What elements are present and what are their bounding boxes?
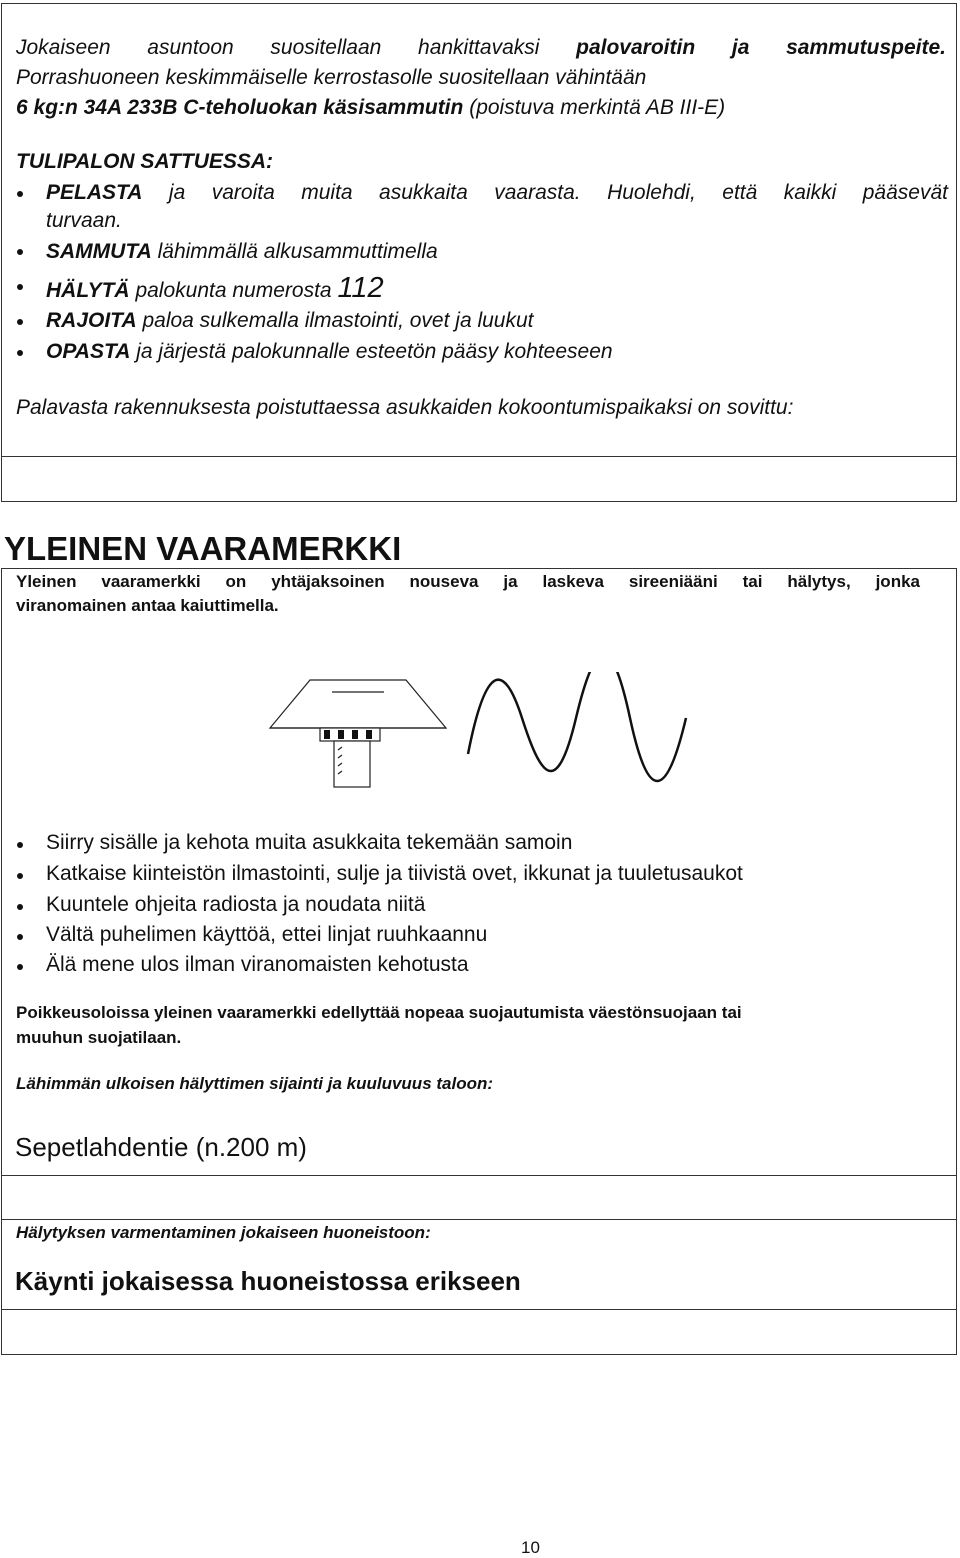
fire-step-guide: OPASTA ja järjestä palokunnalle esteetön pääsy kohteeseen: [46, 340, 613, 363]
assembly-text: Palavasta rakennuksesta poistuttaessa asukkaiden kokoontumispaikaksi on sovittu:: [16, 396, 794, 419]
instruction-item: Siirry sisälle ja kehota muita asukkaita tekemään samoin: [46, 831, 573, 854]
bullet-icon: [17, 934, 23, 940]
fire-step-extinguish: SAMMUTA lähimmällä alkusammuttimella: [46, 240, 438, 263]
bullet-icon: [17, 249, 23, 255]
bullet-icon: [17, 904, 23, 910]
siren-illustration: [262, 672, 702, 792]
page-number: 10: [521, 1538, 540, 1557]
fire-step-alarm: HÄLYTÄ palokunta numerosta 112: [46, 272, 384, 304]
wave-icon: [468, 672, 686, 781]
bullet-icon: [17, 319, 23, 325]
intro-line-1: Jokaiseen asuntoon suositellaan hankittavaksi palovaroitin ja sammutuspeite.: [16, 36, 946, 59]
exception-line-1: Poikkeusoloissa yleinen vaaramerkki edellyttää nopeaa suojautumista väestönsuojaan tai: [16, 1003, 742, 1022]
alarm-desc-line-2: viranomainen antaa kaiuttimella.: [16, 596, 279, 615]
bullet-icon: [17, 873, 23, 879]
verify-value: Käynti jokaisessa huoneistossa erikseen: [15, 1266, 521, 1296]
alarm-heading: YLEINEN VAARAMERKKI: [4, 530, 402, 567]
siren-location-value: Sepetlahdentie (n.200 m): [15, 1132, 307, 1162]
instruction-item: Kuuntele ohjeita radiosta ja noudata niitä: [46, 893, 426, 916]
instruction-item: Älä mene ulos ilman viranomaisten kehotusta: [46, 953, 469, 976]
intro-line-3: 6 kg:n 34A 233B C-teholuokan käsisammutin (poistuva merkintä AB III-E): [16, 96, 726, 119]
bullet-icon: [17, 964, 23, 970]
verify-field-divider: [1, 1309, 957, 1355]
siren-location-label: Lähimmän ulkoisen hälyttimen sijainti ja kuuluvuus taloon:: [16, 1074, 494, 1093]
siren-icon: [270, 680, 446, 787]
bullet-icon: [17, 842, 23, 848]
fire-step-rescue-cont: turvaan.: [46, 209, 122, 232]
emergency-number: 112: [337, 272, 384, 304]
instruction-item: Vältä puhelimen käyttöä, ettei linjat ruuhkaannu: [46, 923, 488, 946]
bullet-icon: [17, 284, 23, 290]
bullet-icon: [17, 350, 23, 356]
alarm-desc-line-1: Yleinen vaaramerkki on yhtäjaksoinen nouseva ja laskeva sireeniääni tai hälytys, jonka: [16, 572, 920, 591]
instruction-item: Katkaise kiinteistön ilmastointi, sulje ja tiivistä ovet, ikkunat ja tuuletusaukot: [46, 862, 743, 885]
fire-heading: TULIPALON SATTUESSA:: [16, 150, 274, 173]
bullet-icon: [17, 191, 23, 197]
assembly-field: [1, 456, 957, 502]
verify-label: Hälytyksen varmentaminen jokaiseen huoneistoon:: [16, 1223, 431, 1242]
exception-line-2: muuhun suojatilaan.: [16, 1028, 182, 1047]
siren-field-divider: [1, 1175, 957, 1220]
intro-line-2: Porrashuoneen keskimmäiselle kerrostasolle suositellaan vähintään: [16, 66, 647, 89]
fire-step-limit: RAJOITA paloa sulkemalla ilmastointi, ovet ja luukut: [46, 309, 534, 332]
fire-step-rescue: PELASTA ja varoita muita asukkaita vaarasta. Huolehdi, että kaikki pääsevät: [46, 181, 948, 204]
